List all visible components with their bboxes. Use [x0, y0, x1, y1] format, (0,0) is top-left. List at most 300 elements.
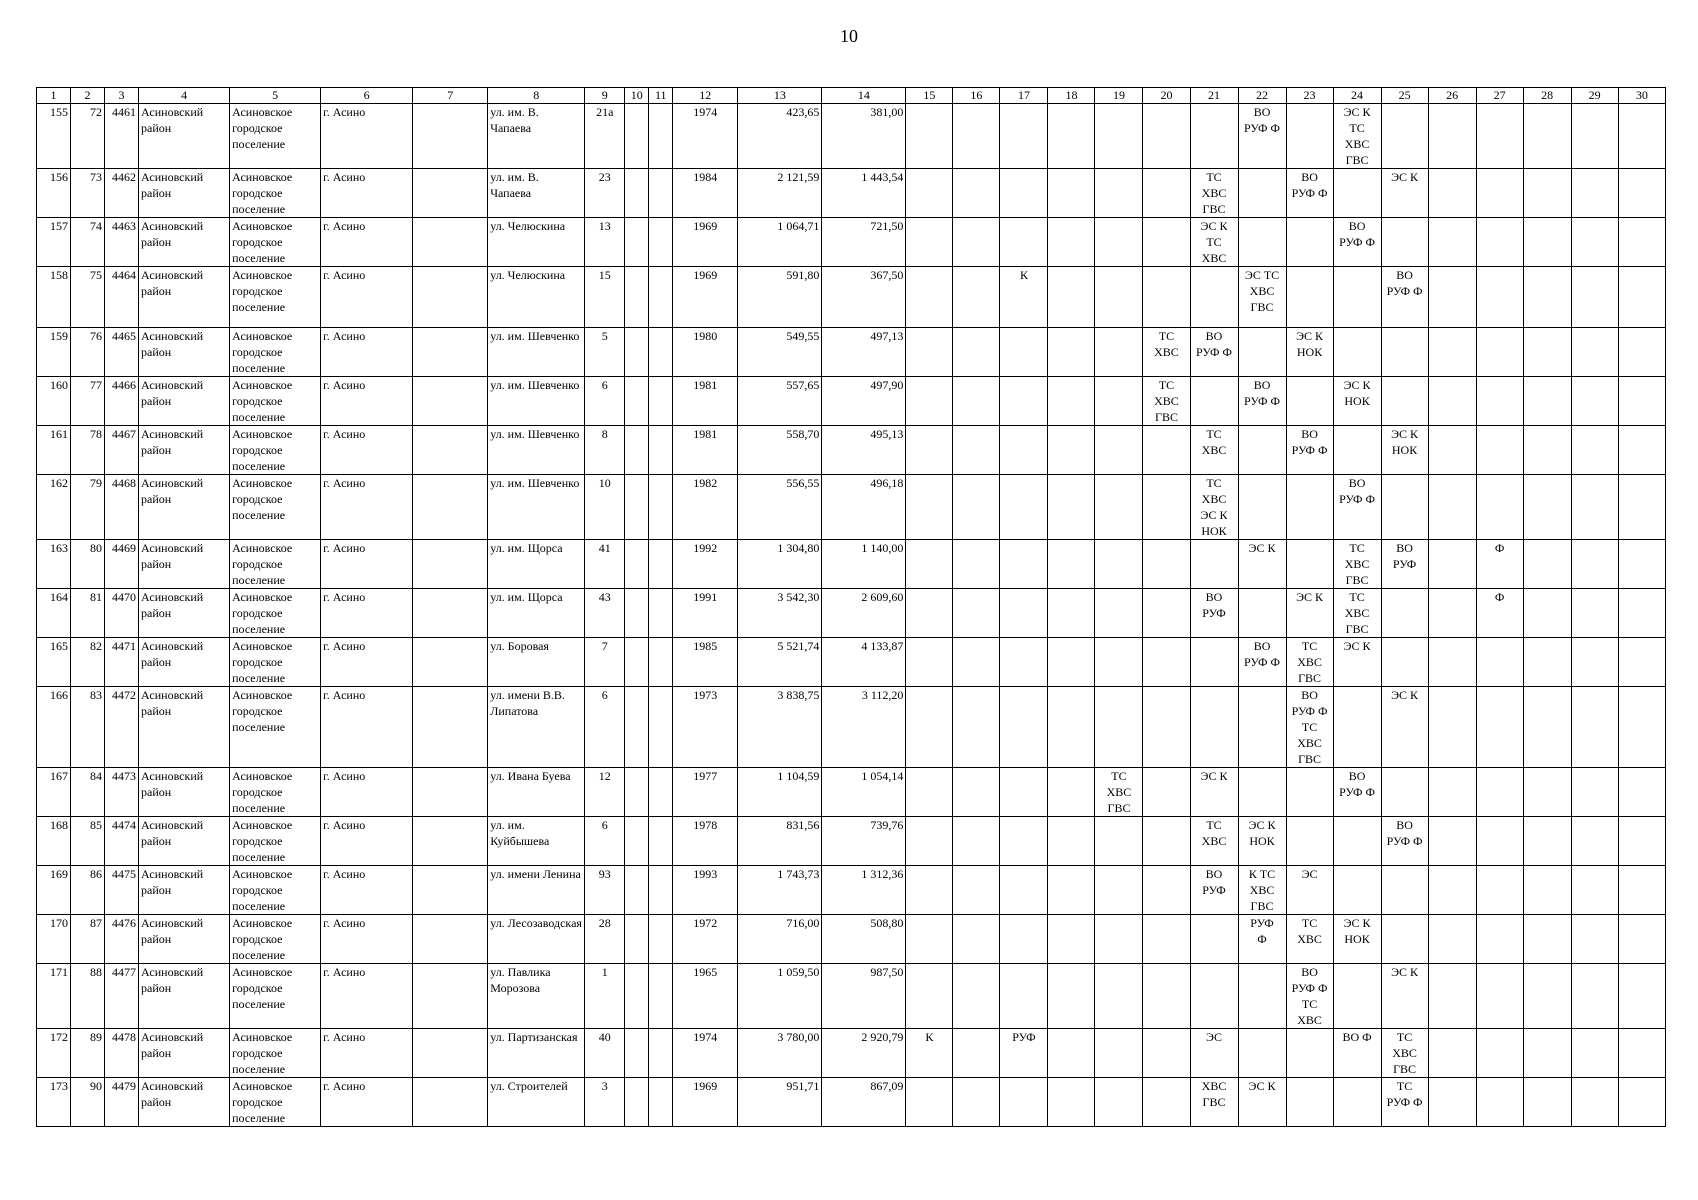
cell-col-18 — [1048, 866, 1095, 915]
cell-col-16 — [953, 964, 1000, 1029]
cell-col-30 — [1618, 589, 1665, 638]
cell-col-25 — [1381, 377, 1428, 426]
cell-col-24 — [1333, 426, 1381, 475]
cell-col-3: 4466 — [105, 377, 139, 426]
cell-col-22 — [1238, 426, 1286, 475]
cell-col-14: 381,00 — [822, 104, 906, 169]
cell-col-9: 93 — [585, 866, 625, 915]
cell-col-15 — [906, 866, 953, 915]
column-header-22: 22 — [1238, 88, 1286, 104]
cell-col-15 — [906, 638, 953, 687]
cell-col-7 — [413, 817, 488, 866]
cell-col-10 — [625, 377, 649, 426]
cell-col-25: ЭС К — [1381, 169, 1428, 218]
cell-col-9: 28 — [585, 915, 625, 964]
cell-col-28 — [1523, 377, 1571, 426]
cell-col-19 — [1095, 426, 1143, 475]
cell-col-7 — [413, 540, 488, 589]
cell-col-22 — [1238, 328, 1286, 377]
cell-col-14: 739,76 — [822, 817, 906, 866]
cell-col-17 — [1000, 687, 1048, 768]
cell-col-29 — [1571, 687, 1618, 768]
column-header-5: 5 — [230, 88, 321, 104]
cell-col-19 — [1095, 687, 1143, 768]
cell-col-11 — [649, 817, 673, 866]
cell-col-24 — [1333, 267, 1381, 328]
cell-col-17 — [1000, 104, 1048, 169]
cell-col-9: 6 — [585, 687, 625, 768]
cell-col-12: 1974 — [673, 1029, 738, 1078]
cell-col-7 — [413, 1029, 488, 1078]
cell-col-12: 1981 — [673, 426, 738, 475]
cell-col-20 — [1143, 589, 1190, 638]
cell-col-30 — [1618, 169, 1665, 218]
cell-col-10 — [625, 915, 649, 964]
cell-col-1: 161 — [37, 426, 71, 475]
cell-col-19 — [1095, 218, 1143, 267]
cell-col-20 — [1143, 915, 1190, 964]
cell-col-25 — [1381, 768, 1428, 817]
cell-col-16 — [953, 267, 1000, 328]
column-header-10: 10 — [625, 88, 649, 104]
column-header-7: 7 — [413, 88, 488, 104]
cell-col-28 — [1523, 218, 1571, 267]
cell-col-25 — [1381, 104, 1428, 169]
cell-col-27: Ф — [1476, 589, 1523, 638]
cell-col-22: ЭС К НОК — [1238, 817, 1286, 866]
cell-col-16 — [953, 589, 1000, 638]
cell-col-7 — [413, 589, 488, 638]
cell-col-15 — [906, 377, 953, 426]
cell-col-9: 15 — [585, 267, 625, 328]
cell-col-12: 1978 — [673, 817, 738, 866]
cell-col-29 — [1571, 328, 1618, 377]
cell-col-21 — [1190, 104, 1238, 169]
cell-col-19 — [1095, 169, 1143, 218]
cell-col-25 — [1381, 589, 1428, 638]
cell-col-7 — [413, 964, 488, 1029]
cell-col-24 — [1333, 687, 1381, 768]
cell-col-25 — [1381, 328, 1428, 377]
cell-col-7 — [413, 1078, 488, 1127]
cell-col-9: 6 — [585, 377, 625, 426]
cell-col-13: 1 059,50 — [738, 964, 822, 1029]
cell-col-7 — [413, 768, 488, 817]
cell-col-4: Асиновский район — [139, 866, 230, 915]
column-header-9: 9 — [585, 88, 625, 104]
cell-col-20 — [1143, 687, 1190, 768]
cell-col-8: ул. Челюскина — [488, 267, 585, 328]
cell-col-28 — [1523, 866, 1571, 915]
cell-col-20 — [1143, 475, 1190, 540]
cell-col-25: ЭС К НОК — [1381, 426, 1428, 475]
cell-col-15 — [906, 169, 953, 218]
cell-col-18 — [1048, 1029, 1095, 1078]
cell-col-27 — [1476, 475, 1523, 540]
cell-col-21: ВО РУФ Ф — [1190, 328, 1238, 377]
cell-col-17 — [1000, 638, 1048, 687]
cell-col-7 — [413, 915, 488, 964]
cell-col-26 — [1428, 377, 1476, 426]
column-header-2: 2 — [71, 88, 105, 104]
cell-col-11 — [649, 475, 673, 540]
cell-col-23 — [1286, 377, 1333, 426]
cell-col-1: 170 — [37, 915, 71, 964]
cell-col-15 — [906, 1078, 953, 1127]
column-number-row — [37, 88, 1666, 104]
cell-col-4: Асиновский район — [139, 104, 230, 169]
cell-col-20: ТС ХВС ГВС — [1143, 377, 1190, 426]
cell-col-21 — [1190, 638, 1238, 687]
cell-col-8: ул. Строителей — [488, 1078, 585, 1127]
cell-col-1: 171 — [37, 964, 71, 1029]
column-header-13: 13 — [738, 88, 822, 104]
cell-col-17: К — [1000, 267, 1048, 328]
cell-col-12: 1993 — [673, 866, 738, 915]
cell-col-3: 4478 — [105, 1029, 139, 1078]
cell-col-5: Асиновское городское поселение — [230, 328, 321, 377]
cell-col-7 — [413, 426, 488, 475]
cell-col-11 — [649, 768, 673, 817]
cell-col-9: 41 — [585, 540, 625, 589]
cell-col-17 — [1000, 1078, 1048, 1127]
cell-col-30 — [1618, 267, 1665, 328]
table-row — [37, 1029, 1666, 1078]
cell-col-24: ЭС К НОК — [1333, 915, 1381, 964]
column-header-30: 30 — [1618, 88, 1665, 104]
cell-col-6: г. Асино — [321, 1029, 413, 1078]
cell-col-24: ЭС К НОК — [1333, 377, 1381, 426]
cell-col-22 — [1238, 169, 1286, 218]
cell-col-12: 1984 — [673, 169, 738, 218]
cell-col-29 — [1571, 866, 1618, 915]
cell-col-2: 78 — [71, 426, 105, 475]
cell-col-22: ЭС ТС ХВС ГВС — [1238, 267, 1286, 328]
cell-col-20 — [1143, 169, 1190, 218]
cell-col-30 — [1618, 866, 1665, 915]
table-row — [37, 218, 1666, 267]
cell-col-17 — [1000, 768, 1048, 817]
cell-col-16 — [953, 104, 1000, 169]
cell-col-14: 496,18 — [822, 475, 906, 540]
cell-col-26 — [1428, 426, 1476, 475]
table-row — [37, 377, 1666, 426]
column-header-25: 25 — [1381, 88, 1428, 104]
cell-col-23 — [1286, 540, 1333, 589]
cell-col-2: 86 — [71, 866, 105, 915]
cell-col-14: 497,90 — [822, 377, 906, 426]
cell-col-6: г. Асино — [321, 104, 413, 169]
cell-col-16 — [953, 1078, 1000, 1127]
cell-col-12: 1991 — [673, 589, 738, 638]
cell-col-1: 164 — [37, 589, 71, 638]
cell-col-12: 1980 — [673, 328, 738, 377]
table-row — [37, 964, 1666, 1029]
cell-col-25: ВО РУФ Ф — [1381, 267, 1428, 328]
cell-col-18 — [1048, 475, 1095, 540]
cell-col-19 — [1095, 817, 1143, 866]
cell-col-5: Асиновское городское поселение — [230, 218, 321, 267]
cell-col-11 — [649, 426, 673, 475]
cell-col-26 — [1428, 1029, 1476, 1078]
cell-col-2: 73 — [71, 169, 105, 218]
cell-col-1: 155 — [37, 104, 71, 169]
cell-col-20 — [1143, 426, 1190, 475]
cell-col-12: 1981 — [673, 377, 738, 426]
cell-col-16 — [953, 377, 1000, 426]
cell-col-9: 23 — [585, 169, 625, 218]
cell-col-17 — [1000, 328, 1048, 377]
cell-col-27 — [1476, 817, 1523, 866]
cell-col-30 — [1618, 1029, 1665, 1078]
cell-col-17 — [1000, 426, 1048, 475]
cell-col-24 — [1333, 169, 1381, 218]
cell-col-23: ВО РУФ Ф ТС ХВС ГВС — [1286, 687, 1333, 768]
cell-col-19 — [1095, 589, 1143, 638]
cell-col-1: 167 — [37, 768, 71, 817]
cell-col-26 — [1428, 104, 1476, 169]
cell-col-13: 423,65 — [738, 104, 822, 169]
cell-col-22: ВО РУФ Ф — [1238, 377, 1286, 426]
cell-col-8: ул. Челюскина — [488, 218, 585, 267]
cell-col-24: ВО РУФ Ф — [1333, 475, 1381, 540]
cell-col-9: 8 — [585, 426, 625, 475]
column-header-24: 24 — [1333, 88, 1381, 104]
cell-col-14: 867,09 — [822, 1078, 906, 1127]
cell-col-12: 1973 — [673, 687, 738, 768]
cell-col-8: ул. им. В. Чапаева — [488, 104, 585, 169]
cell-col-5: Асиновское городское поселение — [230, 687, 321, 768]
cell-col-5: Асиновское городское поселение — [230, 817, 321, 866]
cell-col-6: г. Асино — [321, 218, 413, 267]
cell-col-9: 3 — [585, 1078, 625, 1127]
cell-col-13: 5 521,74 — [738, 638, 822, 687]
cell-col-8: ул. им. В. Чапаева — [488, 169, 585, 218]
cell-col-27 — [1476, 328, 1523, 377]
cell-col-21: ЭС — [1190, 1029, 1238, 1078]
cell-col-21 — [1190, 540, 1238, 589]
cell-col-5: Асиновское городское поселение — [230, 377, 321, 426]
cell-col-14: 721,50 — [822, 218, 906, 267]
cell-col-28 — [1523, 540, 1571, 589]
cell-col-27 — [1476, 687, 1523, 768]
cell-col-29 — [1571, 267, 1618, 328]
cell-col-4: Асиновский район — [139, 964, 230, 1029]
cell-col-13: 831,56 — [738, 817, 822, 866]
cell-col-18 — [1048, 589, 1095, 638]
cell-col-23 — [1286, 475, 1333, 540]
cell-col-26 — [1428, 768, 1476, 817]
cell-col-27 — [1476, 1029, 1523, 1078]
cell-col-22 — [1238, 687, 1286, 768]
cell-col-8: ул. Павлика Морозова — [488, 964, 585, 1029]
cell-col-25: ВО РУФ Ф — [1381, 817, 1428, 866]
cell-col-12: 1985 — [673, 638, 738, 687]
cell-col-10 — [625, 267, 649, 328]
cell-col-5: Асиновское городское поселение — [230, 267, 321, 328]
cell-col-2: 76 — [71, 328, 105, 377]
cell-col-16 — [953, 1029, 1000, 1078]
column-header-27: 27 — [1476, 88, 1523, 104]
cell-col-12: 1974 — [673, 104, 738, 169]
table-row — [37, 817, 1666, 866]
cell-col-30 — [1618, 687, 1665, 768]
cell-col-18 — [1048, 328, 1095, 377]
cell-col-23 — [1286, 267, 1333, 328]
table-row — [37, 475, 1666, 540]
cell-col-10 — [625, 817, 649, 866]
cell-col-11 — [649, 328, 673, 377]
cell-col-5: Асиновское городское поселение — [230, 768, 321, 817]
cell-col-1: 173 — [37, 1078, 71, 1127]
cell-col-2: 82 — [71, 638, 105, 687]
cell-col-23: ЭС — [1286, 866, 1333, 915]
cell-col-15 — [906, 817, 953, 866]
cell-col-13: 716,00 — [738, 915, 822, 964]
cell-col-9: 5 — [585, 328, 625, 377]
cell-col-11 — [649, 866, 673, 915]
cell-col-10 — [625, 589, 649, 638]
cell-col-6: г. Асино — [321, 964, 413, 1029]
cell-col-13: 1 743,73 — [738, 866, 822, 915]
cell-col-7 — [413, 638, 488, 687]
column-header-1: 1 — [37, 88, 71, 104]
cell-col-1: 172 — [37, 1029, 71, 1078]
cell-col-16 — [953, 540, 1000, 589]
cell-col-30 — [1618, 377, 1665, 426]
cell-col-27 — [1476, 768, 1523, 817]
cell-col-10 — [625, 169, 649, 218]
cell-col-23: ВО РУФ Ф — [1286, 426, 1333, 475]
cell-col-8: ул. им. Шевченко — [488, 377, 585, 426]
table-row — [37, 426, 1666, 475]
cell-col-14: 497,13 — [822, 328, 906, 377]
cell-col-5: Асиновское городское поселение — [230, 104, 321, 169]
cell-col-27 — [1476, 638, 1523, 687]
cell-col-24: ВО Ф — [1333, 1029, 1381, 1078]
cell-col-8: ул. им. Шевченко — [488, 475, 585, 540]
cell-col-30 — [1618, 426, 1665, 475]
cell-col-16 — [953, 915, 1000, 964]
column-header-26: 26 — [1428, 88, 1476, 104]
cell-col-26 — [1428, 866, 1476, 915]
cell-col-20 — [1143, 1029, 1190, 1078]
cell-col-1: 160 — [37, 377, 71, 426]
cell-col-12: 1992 — [673, 540, 738, 589]
cell-col-17 — [1000, 169, 1048, 218]
cell-col-5: Асиновское городское поселение — [230, 540, 321, 589]
cell-col-19 — [1095, 475, 1143, 540]
cell-col-28 — [1523, 638, 1571, 687]
cell-col-16 — [953, 328, 1000, 377]
cell-col-14: 4 133,87 — [822, 638, 906, 687]
cell-col-3: 4479 — [105, 1078, 139, 1127]
cell-col-20 — [1143, 817, 1190, 866]
cell-col-15 — [906, 915, 953, 964]
cell-col-28 — [1523, 169, 1571, 218]
cell-col-4: Асиновский район — [139, 426, 230, 475]
cell-col-24 — [1333, 964, 1381, 1029]
cell-col-23 — [1286, 817, 1333, 866]
cell-col-2: 80 — [71, 540, 105, 589]
cell-col-29 — [1571, 817, 1618, 866]
table-row — [37, 104, 1666, 169]
cell-col-8: ул. Боровая — [488, 638, 585, 687]
table-row — [37, 638, 1666, 687]
cell-col-3: 4473 — [105, 768, 139, 817]
column-header-4: 4 — [139, 88, 230, 104]
cell-col-9: 12 — [585, 768, 625, 817]
cell-col-17 — [1000, 589, 1048, 638]
cell-col-29 — [1571, 426, 1618, 475]
cell-col-3: 4469 — [105, 540, 139, 589]
cell-col-19 — [1095, 104, 1143, 169]
cell-col-20 — [1143, 638, 1190, 687]
cell-col-13: 951,71 — [738, 1078, 822, 1127]
cell-col-23: ЭС К НОК — [1286, 328, 1333, 377]
cell-col-8: ул. Лесозаводская — [488, 915, 585, 964]
cell-col-25 — [1381, 915, 1428, 964]
cell-col-5: Асиновское городское поселение — [230, 866, 321, 915]
cell-col-10 — [625, 104, 649, 169]
cell-col-21: ВО РУФ — [1190, 866, 1238, 915]
cell-col-21 — [1190, 915, 1238, 964]
cell-col-25: ТС РУФ Ф — [1381, 1078, 1428, 1127]
cell-col-30 — [1618, 1078, 1665, 1127]
cell-col-21: ЭС К — [1190, 768, 1238, 817]
cell-col-11 — [649, 267, 673, 328]
cell-col-10 — [625, 866, 649, 915]
cell-col-13: 557,65 — [738, 377, 822, 426]
cell-col-2: 72 — [71, 104, 105, 169]
cell-col-21: ВО РУФ — [1190, 589, 1238, 638]
cell-col-1: 169 — [37, 866, 71, 915]
cell-col-12: 1977 — [673, 768, 738, 817]
cell-col-3: 4468 — [105, 475, 139, 540]
cell-col-19: ТС ХВС ГВС — [1095, 768, 1143, 817]
cell-col-8: ул. им. Шевченко — [488, 328, 585, 377]
cell-col-17 — [1000, 540, 1048, 589]
cell-col-16 — [953, 475, 1000, 540]
cell-col-4: Асиновский район — [139, 817, 230, 866]
cell-col-20 — [1143, 267, 1190, 328]
cell-col-25: ТС ХВС ГВС — [1381, 1029, 1428, 1078]
cell-col-10 — [625, 426, 649, 475]
page-number: 10 — [840, 26, 858, 46]
cell-col-26 — [1428, 218, 1476, 267]
cell-col-18 — [1048, 915, 1095, 964]
cell-col-23 — [1286, 768, 1333, 817]
cell-col-9: 7 — [585, 638, 625, 687]
cell-col-21: ТС ХВС ГВС — [1190, 169, 1238, 218]
cell-col-8: ул. им. Куйбышева — [488, 817, 585, 866]
cell-col-10 — [625, 218, 649, 267]
cell-col-27 — [1476, 964, 1523, 1029]
cell-col-7 — [413, 169, 488, 218]
cell-col-2: 81 — [71, 589, 105, 638]
cell-col-2: 77 — [71, 377, 105, 426]
cell-col-30 — [1618, 328, 1665, 377]
cell-col-13: 3 780,00 — [738, 1029, 822, 1078]
cell-col-10 — [625, 638, 649, 687]
cell-col-28 — [1523, 915, 1571, 964]
cell-col-7 — [413, 475, 488, 540]
cell-col-20 — [1143, 768, 1190, 817]
column-header-29: 29 — [1571, 88, 1618, 104]
cell-col-13: 556,55 — [738, 475, 822, 540]
cell-col-1: 166 — [37, 687, 71, 768]
cell-col-7 — [413, 104, 488, 169]
